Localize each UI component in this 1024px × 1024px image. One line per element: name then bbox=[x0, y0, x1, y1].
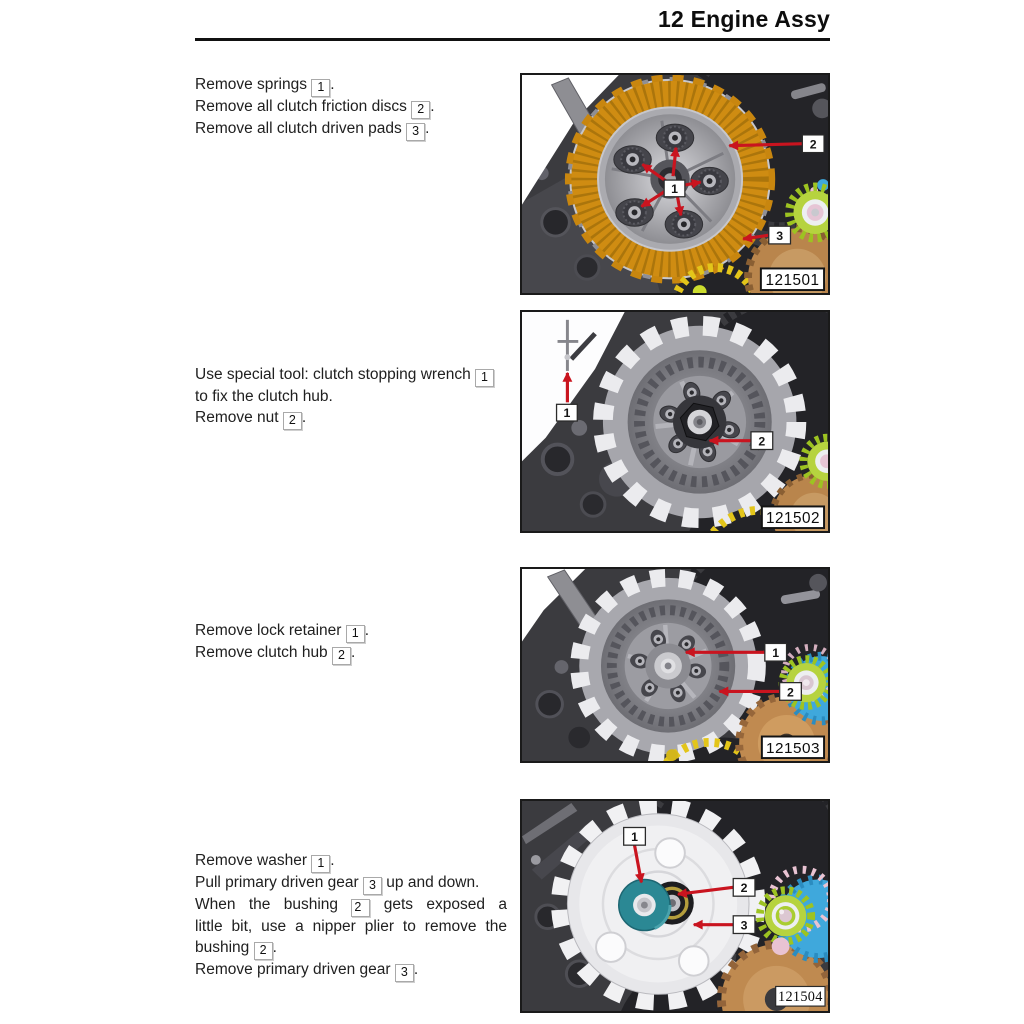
clutch-basket bbox=[579, 578, 757, 754]
callout-1-label bbox=[624, 827, 646, 845]
instruction-line: Use special tool: clutch stopping wrench 1 bbox=[195, 365, 511, 387]
callout-3-label bbox=[769, 226, 791, 244]
svg-text:1: 1 bbox=[671, 181, 678, 196]
svg-text:121501: 121501 bbox=[765, 272, 820, 290]
ref-number-box: 2 bbox=[332, 647, 351, 665]
svg-text:2: 2 bbox=[809, 137, 817, 152]
yellow-gear-fragment bbox=[666, 749, 678, 761]
svg-text:1: 1 bbox=[631, 830, 638, 845]
callout-2-label bbox=[733, 879, 755, 897]
callout-1-label bbox=[765, 643, 787, 661]
page-title: 12 Engine Assy bbox=[658, 6, 830, 32]
instruction-line: Remove all clutch driven pads 3 . bbox=[195, 119, 511, 141]
svg-text:121502: 121502 bbox=[765, 510, 820, 528]
figure-121501 bbox=[520, 73, 830, 295]
callout-2-label bbox=[802, 135, 824, 153]
ref-number-box: 1 bbox=[311, 855, 330, 873]
instruction-line: bushing 2 . bbox=[195, 938, 511, 960]
ref-number-box: 2 bbox=[351, 899, 370, 917]
instruction-line: Remove all clutch friction discs 2 . bbox=[195, 97, 511, 119]
step-3-instructions bbox=[195, 621, 511, 665]
svg-text:1: 1 bbox=[772, 646, 780, 661]
ref-number-box: 3 bbox=[406, 123, 425, 141]
ref-number-box: 3 bbox=[395, 964, 414, 982]
engine-illustration-clutch-hub bbox=[522, 569, 828, 761]
figure-number-plate bbox=[762, 737, 824, 759]
instruction-line: Remove nut 2 . bbox=[195, 408, 511, 430]
engine-illustration-primary-driven-gear bbox=[522, 801, 828, 1011]
instruction-line: Pull primary driven gear 3 up and down. bbox=[195, 873, 511, 895]
instruction-line: When the bushing 2 gets exposed a bbox=[195, 895, 507, 917]
svg-text:3: 3 bbox=[740, 918, 748, 933]
ref-number-box: 2 bbox=[254, 942, 273, 960]
ref-number-box: 2 bbox=[411, 101, 430, 119]
instruction-line: to fix the clutch hub. bbox=[195, 388, 333, 405]
step-4-instructions bbox=[195, 851, 511, 982]
clutch-basket bbox=[603, 326, 796, 518]
clutch-assembly bbox=[569, 79, 770, 279]
pink-gear-fragment bbox=[772, 937, 790, 955]
instruction-line: Remove lock retainer 1 . bbox=[195, 621, 511, 643]
ref-number-box: 2 bbox=[283, 412, 302, 430]
ref-number-box: 3 bbox=[363, 877, 382, 895]
engine-illustration-clutch-friction-discs bbox=[522, 75, 828, 293]
svg-text:3: 3 bbox=[776, 229, 784, 243]
svg-text:2: 2 bbox=[758, 434, 766, 449]
svg-text:121504: 121504 bbox=[778, 989, 823, 1006]
figure-121503 bbox=[520, 567, 830, 763]
instruction-line: Remove washer 1 . bbox=[195, 851, 511, 873]
step-1-instructions bbox=[195, 75, 511, 141]
figure-number-plate bbox=[776, 986, 825, 1006]
callout-2-label bbox=[751, 432, 773, 450]
ref-number-box: 1 bbox=[311, 79, 330, 97]
engine-illustration-clutch-nut bbox=[522, 312, 828, 531]
figure-number-plate bbox=[761, 268, 824, 290]
lock-retainer bbox=[645, 643, 690, 688]
figure-number-plate bbox=[762, 506, 824, 528]
instruction-line: little bit, use a nipper plier to remove the bbox=[195, 918, 507, 935]
instruction-line: Remove clutch hub 2 . bbox=[195, 643, 511, 665]
step-2-instructions bbox=[195, 365, 511, 430]
ref-number-box: 1 bbox=[346, 625, 365, 643]
callout-1-label bbox=[664, 180, 685, 197]
svg-text:121503: 121503 bbox=[765, 740, 820, 758]
figure-121502 bbox=[520, 310, 830, 533]
instruction-line: Remove springs 1 . bbox=[195, 75, 511, 97]
callout-3-label bbox=[733, 916, 755, 934]
callout-1-label bbox=[557, 404, 578, 421]
title-rule bbox=[195, 38, 830, 41]
svg-text:2: 2 bbox=[740, 881, 748, 896]
svg-text:1: 1 bbox=[563, 406, 571, 421]
svg-text:2: 2 bbox=[787, 685, 794, 700]
ref-number-box: 1 bbox=[475, 369, 494, 387]
callout-2-label bbox=[780, 683, 802, 701]
figure-121504 bbox=[520, 799, 830, 1013]
instruction-line: Remove primary driven gear 3 . bbox=[195, 960, 511, 982]
teal-washer bbox=[619, 880, 670, 931]
